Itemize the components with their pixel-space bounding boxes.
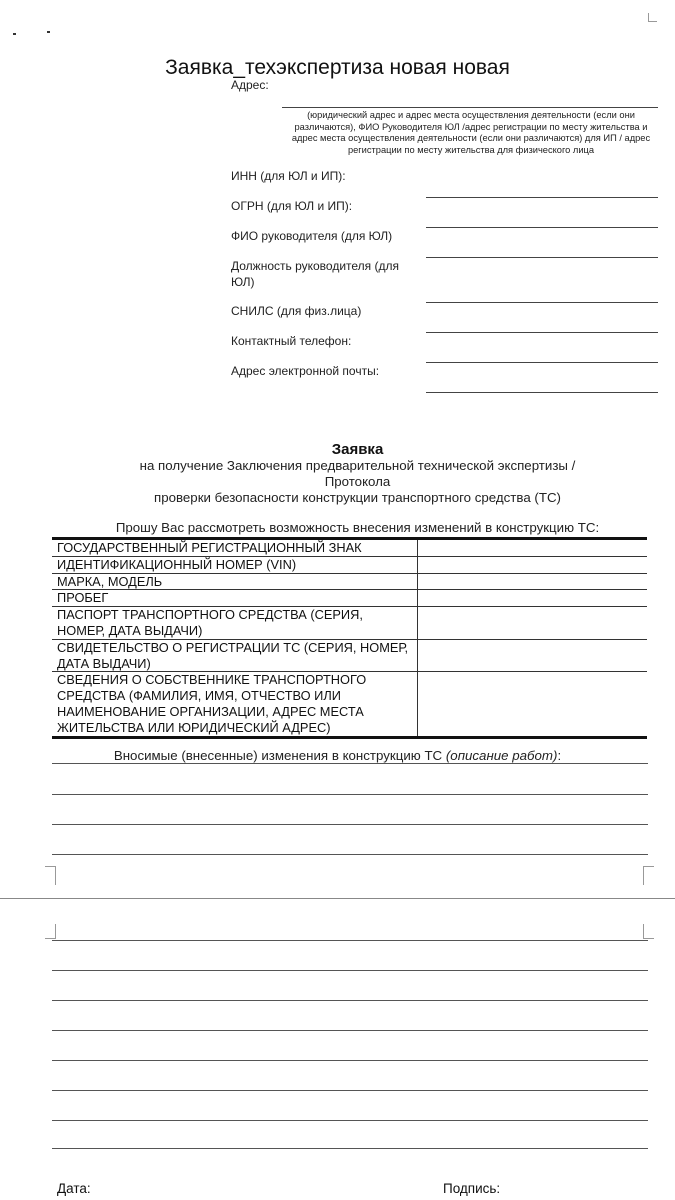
- crop-mark: [45, 924, 56, 939]
- changes-line[interactable]: [52, 824, 648, 825]
- crop-mark: [643, 866, 654, 885]
- table-row: [52, 590, 647, 607]
- changes-line[interactable]: [52, 970, 648, 971]
- row-value[interactable]: [417, 607, 647, 640]
- changes-line[interactable]: [52, 794, 648, 795]
- row-value[interactable]: [417, 539, 647, 557]
- changes-line[interactable]: [52, 1090, 648, 1091]
- document-title: Заявка_техэкспертиза новая новая: [165, 56, 510, 79]
- subtitle-line-1: на получение Заключения предварительной технической экспертизы /: [139, 458, 576, 473]
- intro-text: Прошу Вас рассмотреть возможность внесения изменений в конструкцию ТС:: [115, 520, 600, 535]
- inn-label: ИНН (для ЮЛ и ИП):: [231, 169, 346, 183]
- scan-mark: [13, 33, 16, 35]
- row-value[interactable]: [417, 573, 647, 590]
- changes-line[interactable]: [52, 940, 648, 941]
- address-line[interactable]: [282, 107, 658, 108]
- phone-line[interactable]: [426, 362, 658, 363]
- row-label: ГОСУДАРСТВЕННЫЙ РЕГИСТРАЦИОННЫЙ ЗНАК: [52, 539, 417, 557]
- application-title: Заявка: [331, 441, 384, 458]
- changes-label: Вносимые (внесенные) изменения в конструкцию ТС (описание работ):: [113, 748, 562, 763]
- snils-line[interactable]: [426, 332, 658, 333]
- address-note: (юридический адрес и адрес места осуществления деятельности (если они различаются), ФИО Руководителя ЮЛ /адрес регистрации по месту жительства и адрес места осуществления деятельности (если они различаются) для ИП / адрес регистрации по месту жительства для физического лица: [291, 110, 651, 155]
- email-label: Адрес электронной почты:: [231, 364, 380, 378]
- row-value[interactable]: [417, 556, 647, 573]
- changes-line[interactable]: [52, 763, 648, 764]
- changes-line[interactable]: [52, 1120, 648, 1121]
- director-name-line[interactable]: [426, 257, 658, 258]
- crop-mark: [648, 13, 657, 22]
- email-line[interactable]: [426, 392, 658, 393]
- table-row: [52, 639, 647, 672]
- row-label: МАРКА, МОДЕЛЬ: [52, 573, 417, 590]
- director-name-label: ФИО руководителя (для ЮЛ): [231, 229, 393, 243]
- director-position-line[interactable]: [426, 302, 658, 303]
- crop-mark: [643, 924, 654, 939]
- snils-label: СНИЛС (для физ.лица): [231, 304, 362, 318]
- date-label: Дата:: [57, 1181, 91, 1196]
- row-label: СВИДЕТЕЛЬСТВО О РЕГИСТРАЦИИ ТС (СЕРИЯ, НОМЕР, ДАТА ВЫДАЧИ): [52, 639, 417, 672]
- phone-label: Контактный телефон:: [231, 334, 352, 348]
- signature-label: Подпись:: [443, 1181, 501, 1196]
- crop-mark: [45, 866, 56, 885]
- vehicle-info-table: [52, 537, 647, 739]
- table-row: [52, 672, 647, 737]
- row-label: ПРОБЕГ: [52, 590, 417, 607]
- director-position-label: Должность руководителя (для ЮЛ): [231, 259, 400, 289]
- table-row: [52, 573, 647, 590]
- row-value[interactable]: [417, 639, 647, 672]
- changes-line[interactable]: [52, 1148, 648, 1149]
- row-value[interactable]: [417, 590, 647, 607]
- changes-line[interactable]: [52, 1030, 648, 1031]
- address-label: Адрес:: [231, 78, 269, 92]
- subtitle-line-2: Протокола: [324, 474, 391, 489]
- application-subtitle: [0, 458, 675, 506]
- inn-line[interactable]: [426, 197, 658, 198]
- subtitle-line-3: проверки безопасности конструкции транспортного средства (ТС): [154, 490, 561, 505]
- row-value[interactable]: [417, 672, 647, 737]
- table-row: [52, 607, 647, 640]
- row-label: ПАСПОРТ ТРАНСПОРТНОГО СРЕДСТВА (СЕРИЯ, НОМЕР, ДАТА ВЫДАЧИ): [52, 607, 417, 640]
- table-row: [52, 556, 647, 573]
- page-separator: [0, 898, 675, 899]
- ogrn-line[interactable]: [426, 227, 658, 228]
- row-label: ИДЕНТИФИКАЦИОННЫЙ НОМЕР (VIN): [52, 556, 417, 573]
- scan-mark: [47, 31, 50, 33]
- row-label: СВЕДЕНИЯ О СОБСТВЕННИКЕ ТРАНСПОРТНОГО СРЕДСТВА (ФАМИЛИЯ, ИМЯ, ОТЧЕСТВО ИЛИ НАИМЕНОВАНИЕ ОРГАНИЗАЦИИ, АДРЕС МЕСТА ЖИТЕЛЬСТВА ИЛИ ЮРИДИЧЕСКИЙ АДРЕС): [57, 672, 367, 735]
- changes-line[interactable]: [52, 1060, 648, 1061]
- ogrn-label: ОГРН (для ЮЛ и ИП):: [231, 199, 353, 213]
- changes-line[interactable]: [52, 854, 648, 855]
- changes-line[interactable]: [52, 1000, 648, 1001]
- table-row: [52, 539, 647, 557]
